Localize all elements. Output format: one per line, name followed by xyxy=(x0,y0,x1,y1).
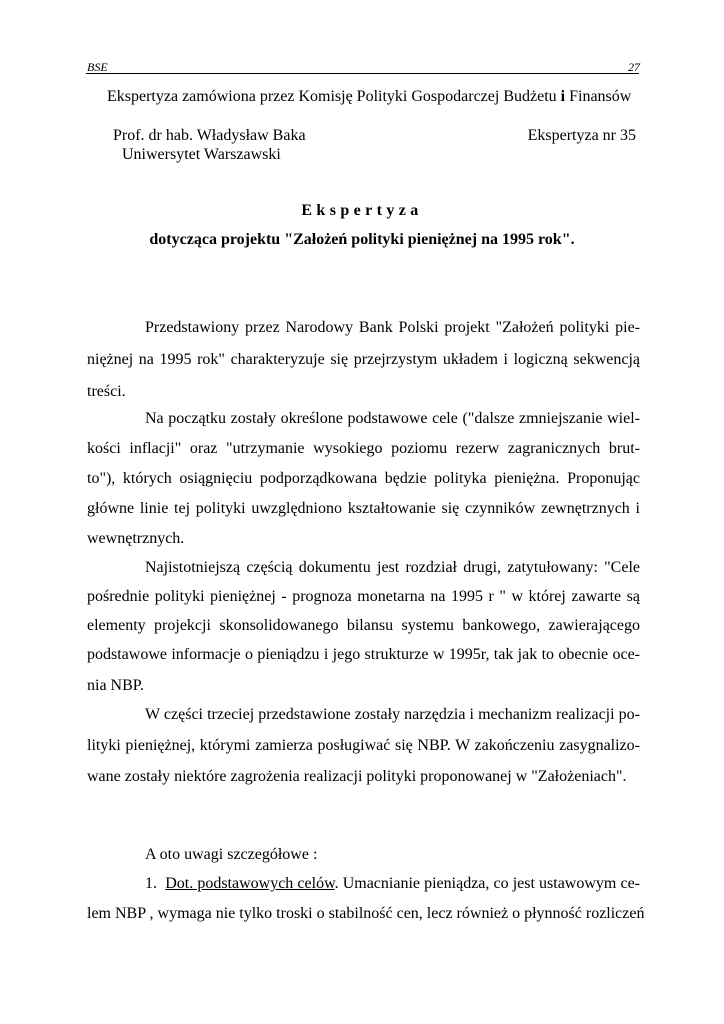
body-line: kości inflacji" oraz "utrzymanie wysokiego poziomu rezerw zagranicznych brut- xyxy=(87,440,640,457)
body-line: nia NBP. xyxy=(87,677,144,694)
commission-suffix: Finansów xyxy=(565,88,632,105)
expertise-number: Ekspertyza nr 35 xyxy=(527,127,636,144)
commission-bold-conjunction: i xyxy=(560,88,566,105)
remarks-intro: A oto uwagi szczegółowe : xyxy=(145,846,318,863)
body-line: Przedstawiony przez Narodowy Bank Polski projekt "Założeń polityki pie- xyxy=(145,319,640,336)
header-divider xyxy=(86,73,639,74)
body-line: wane zostały niektóre zagrożenia realizacji polityki proponowanej w "Założeniach". xyxy=(87,768,627,785)
point-1-number: 1. xyxy=(145,875,157,892)
author-affiliation: Uniwersytet Warszawski xyxy=(122,146,281,163)
body-line: główne linie tej polityki uwzględniono kształtowanie się czynników zewnętrznych i xyxy=(87,500,640,517)
running-header-left: BSE xyxy=(87,60,108,74)
point-1-text: . Umacnianie pieniądza, co jest ustawowym ce- xyxy=(334,875,641,892)
page-number: 27 xyxy=(628,60,640,74)
body-line: W części trzeciej przedstawione zostały narzędzia i mechanizm realizacji po- xyxy=(145,706,640,723)
document-subtitle: dotycząca projektu "Założeń polityki pieniężnej na 1995 rok". xyxy=(149,231,575,248)
document-title: Ekspertyza xyxy=(301,202,423,219)
body-line: niężnej na 1995 rok" charakteryzuje się przejrzystym układem i logiczną sekwencją xyxy=(87,351,640,368)
body-line: Na początku zostały określone podstawowe cele ("dalsze zmniejszanie wiel- xyxy=(145,410,640,427)
body-line: podstawowe informacje o pieniądzu i jego strukturze w 1995r, tak jak to obecnie oce- xyxy=(87,646,640,663)
author-name: Prof. dr hab. Władysław Baka xyxy=(113,127,306,144)
commission-prefix: Ekspertyza zamówiona przez Komisję Polityki Gospodarczej Budżetu xyxy=(107,88,561,105)
point-1-line xyxy=(145,874,640,894)
point-1-continuation: lem NBP , wymaga nie tylko troski o stabilność cen, lecz również o płynność rozliczeń xyxy=(87,905,645,922)
body-line: treści. xyxy=(87,383,126,400)
body-line: Najistotniejszą częścią dokumentu jest rozdział drugi, zatytułowany: "Cele xyxy=(145,559,640,576)
body-line: pośrednie polityki pieniężnej - prognoza monetarna na 1995 r " w której zawarte są xyxy=(87,588,640,605)
body-line: elementy projekcji skonsolidowanego bilansu systemu bankowego, zawierającego xyxy=(87,617,640,634)
body-line: to"), których osiągnięciu podporządkowana będzie polityka pieniężna. Proponując xyxy=(87,470,640,487)
body-line: wewnętrznych. xyxy=(87,530,185,547)
commission-line xyxy=(107,88,631,106)
body-line: lityki pieniężnej, którymi zamierza posługiwać się NBP. W zakończeniu zasygnalizo- xyxy=(87,737,640,754)
point-1-heading: Dot. podstawowych celów xyxy=(165,875,335,892)
